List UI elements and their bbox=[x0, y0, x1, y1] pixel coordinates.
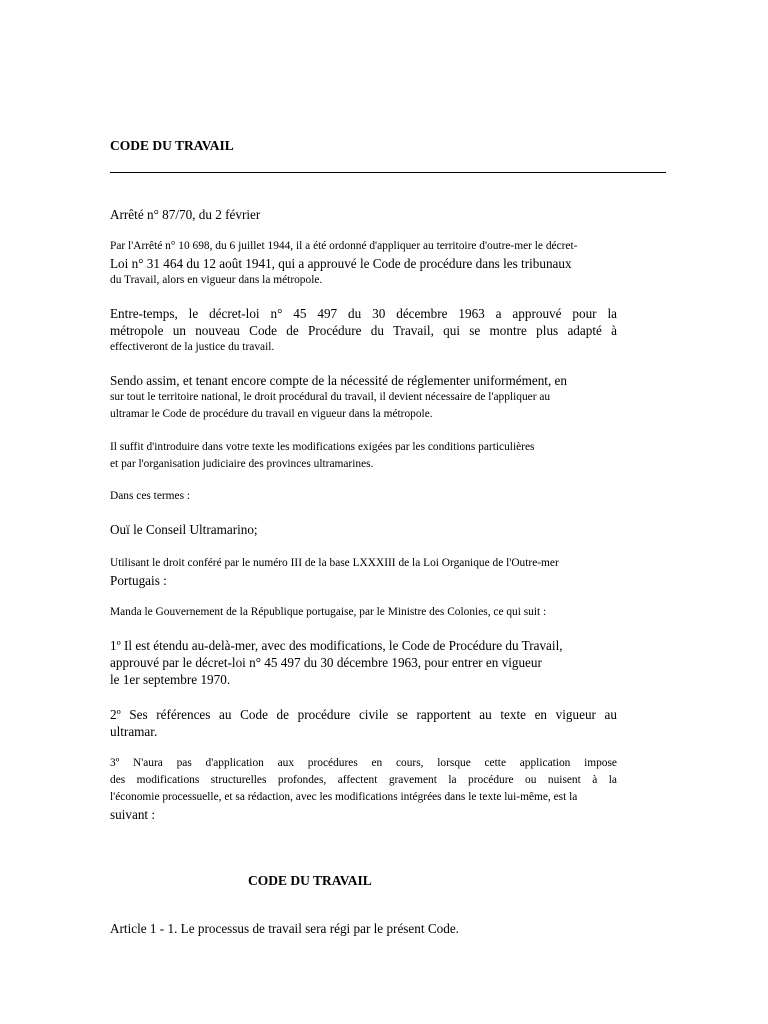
paragraph-7-line-1: Utilisant le droit conféré par le numéro III de la base LXXXIII de la Loi Organique de l'Outre-mer bbox=[110, 557, 559, 569]
paragraph-3-line-3: ultramar le Code de procédure du travail en vigueur dans la métropole. bbox=[110, 408, 433, 420]
paragraph-11-line-1: 3º N'aura pas d'application aux procédures en cours, lorsque cette application impose bbox=[110, 757, 617, 769]
paragraph-9 bbox=[110, 637, 617, 688]
decree-heading-text: Arrêté n° 87/70, du 2 février bbox=[110, 207, 261, 222]
paragraph-5 bbox=[110, 488, 617, 505]
paragraph-3-line-2: sur tout le territoire national, le droit procédural du travail, il devient nécessaire de l'appliquer au bbox=[110, 391, 551, 403]
paragraph-4-line-2: et par l'organisation judiciaire des provinces ultramarines. bbox=[110, 458, 374, 470]
paragraph-9-line-3: le 1er septembre 1970. bbox=[110, 672, 231, 687]
paragraph-2-line-3: effectiveront de la justice du travail. bbox=[110, 341, 275, 353]
paragraph-10-line-2: ultramar. bbox=[110, 724, 158, 739]
paragraph-11-line-3: l'économie processuelle, et sa rédaction, avec les modifications intégrées dans le texte lui-même, est la bbox=[110, 791, 578, 803]
paragraph-8-text: Manda le Gouvernement de la République portugaise, par le Ministre des Colonies, ce qui suit : bbox=[110, 606, 547, 618]
paragraph-6 bbox=[110, 521, 617, 538]
paragraph-11-line-4: suivant : bbox=[110, 807, 156, 822]
section-title: CODE DU TRAVAIL bbox=[248, 873, 372, 888]
document-title: CODE DU TRAVAIL bbox=[110, 138, 234, 153]
paragraph-2-line-1: Entre-temps, le décret-loi n° 45 497 du 30 décembre 1963 a approuvé pour la bbox=[110, 306, 617, 321]
paragraph-9-line-1: 1º Il est étendu au-delà-mer, avec des modifications, le Code de Procédure du Travail, bbox=[110, 638, 563, 653]
paragraph-4 bbox=[110, 439, 617, 473]
decree-heading bbox=[110, 206, 617, 223]
paragraph-9-line-2: approuvé par le décret-loi n° 45 497 du 30 décembre 1963, pour entrer en vigueur bbox=[110, 655, 542, 670]
paragraph-7 bbox=[110, 555, 617, 589]
paragraph-11-line-2: des modifications structurelles profondes, affectent gravement la procédure ou nuisent à la bbox=[110, 774, 617, 786]
paragraph-5-text: Dans ces termes : bbox=[110, 490, 191, 502]
article-1: Article 1 - 1. Le processus de travail sera régi par le présent Code. bbox=[110, 921, 459, 936]
paragraph-6-text: Ouï le Conseil Ultramarino; bbox=[110, 522, 258, 537]
title-divider bbox=[110, 172, 666, 173]
paragraph-11 bbox=[110, 755, 617, 823]
paragraph-3 bbox=[110, 372, 617, 423]
paragraph-1-line-3: du Travail, alors en vigueur dans la métropole. bbox=[110, 274, 323, 286]
paragraph-4-line-1: Il suffit d'introduire dans votre texte les modifications exigées par les conditions particulières bbox=[110, 441, 535, 453]
paragraph-8 bbox=[110, 604, 617, 621]
paragraph-1-line-2: Loi n° 31 464 du 12 août 1941, qui a approuvé le Code de procédure dans les tribunaux bbox=[110, 256, 572, 271]
paragraph-1-line-1: Par l'Arrêté n° 10 698, du 6 juillet 1944, il a été ordonné d'appliquer au territoire d'outre-mer le décret- bbox=[110, 240, 578, 252]
paragraph-10-line-1: 2º Ses références au Code de procédure civile se rapportent au texte en vigueur au bbox=[110, 707, 617, 722]
paragraph-10 bbox=[110, 706, 617, 740]
paragraph-7-line-2: Portugais : bbox=[110, 573, 167, 588]
paragraph-2 bbox=[110, 305, 617, 356]
paragraph-2-line-2: métropole un nouveau Code de Procédure du Travail, qui se montre plus adapté à bbox=[110, 323, 617, 338]
paragraph-3-line-1: Sendo assim, et tenant encore compte de la nécessité de réglementer uniformément, en bbox=[110, 373, 567, 388]
paragraph-1 bbox=[110, 238, 617, 289]
